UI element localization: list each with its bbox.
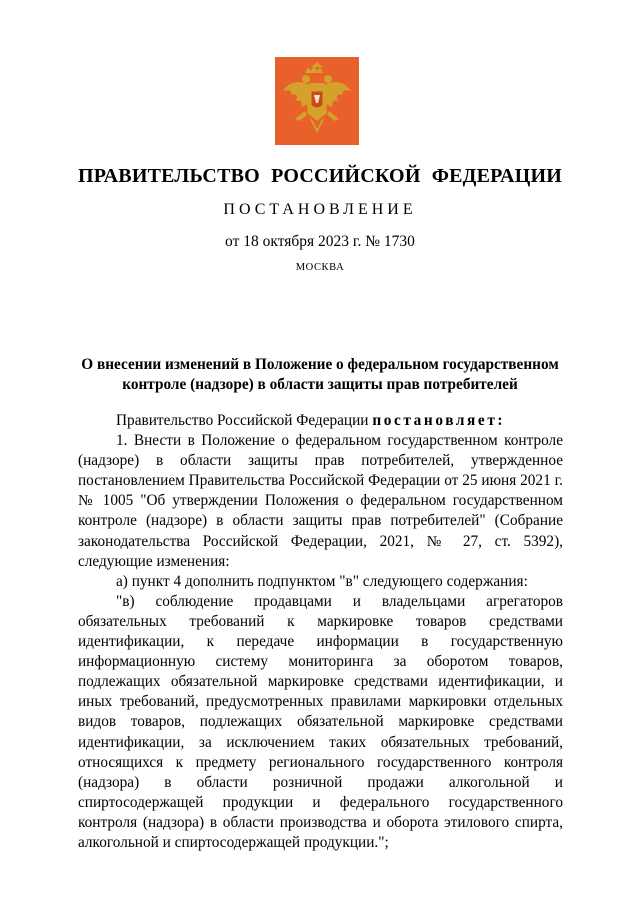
paragraph-1: 1. Внести в Положение о федеральном государственном контроле (надзоре) в области защиты прав потребителей, утвержденное постановлением Правительства Российской Федерации от 25 июня 2021 г. № 1005 "Об утверждении Положения о федеральном государственном контроле (надзоре) в области защиты прав потребителей" (Собрание законодательства Российской Федерации, 2021, № 27, ст. 5392), следующие изменения: <box>78 432 563 570</box>
intro-text: Правительство Российской Федерации <box>116 412 373 429</box>
document-type: ПОСТАНОВЛЕНИЕ <box>223 201 417 218</box>
intro-paragraph <box>78 411 563 431</box>
government-title: ПРАВИТЕЛЬСТВО РОССИЙСКОЙ ФЕДЕРАЦИИ <box>78 165 562 187</box>
paragraph-2: а) пункт 4 дополнить подпунктом "в" следующего содержания: <box>116 572 528 590</box>
document-subject <box>60 355 580 395</box>
subject-line-2: контроле (надзоре) в области защиты прав потребителей <box>122 376 518 393</box>
document-date-number: от 18 октября 2023 г. № 1730 <box>225 233 415 250</box>
city-label: МОСКВА <box>295 262 345 273</box>
subject-line-1: О внесении изменений в Положение о федеральном государственном <box>81 356 559 373</box>
russian-coat-of-arms-icon <box>275 57 359 145</box>
resolves-word: постановляет: <box>372 412 506 429</box>
paragraph-3: "в) соблюдение продавцами и владельцами агрегаторов обязательных требований к маркировке товаров средствами идентификации, к передаче информации в государственную информационную систему мониторинга за оборотом товаров, подлежащих обязательной маркировке средствами идентификации, и иных требований, предусмотренных правилами маркировки отдельных видов товаров, подлежащих обязательной маркировке средствами идентификации, за исключением таких обязательных требований, относящихся к предмету регионального государственного контроля (надзора) в области розничной продажи алкогольной и спиртосодержащей продукции и федерального государственного контроля (надзора) в области производства и оборота этилового спирта, алкогольной и спиртосодержащей продукции."; <box>78 592 563 851</box>
document-body <box>78 411 563 853</box>
